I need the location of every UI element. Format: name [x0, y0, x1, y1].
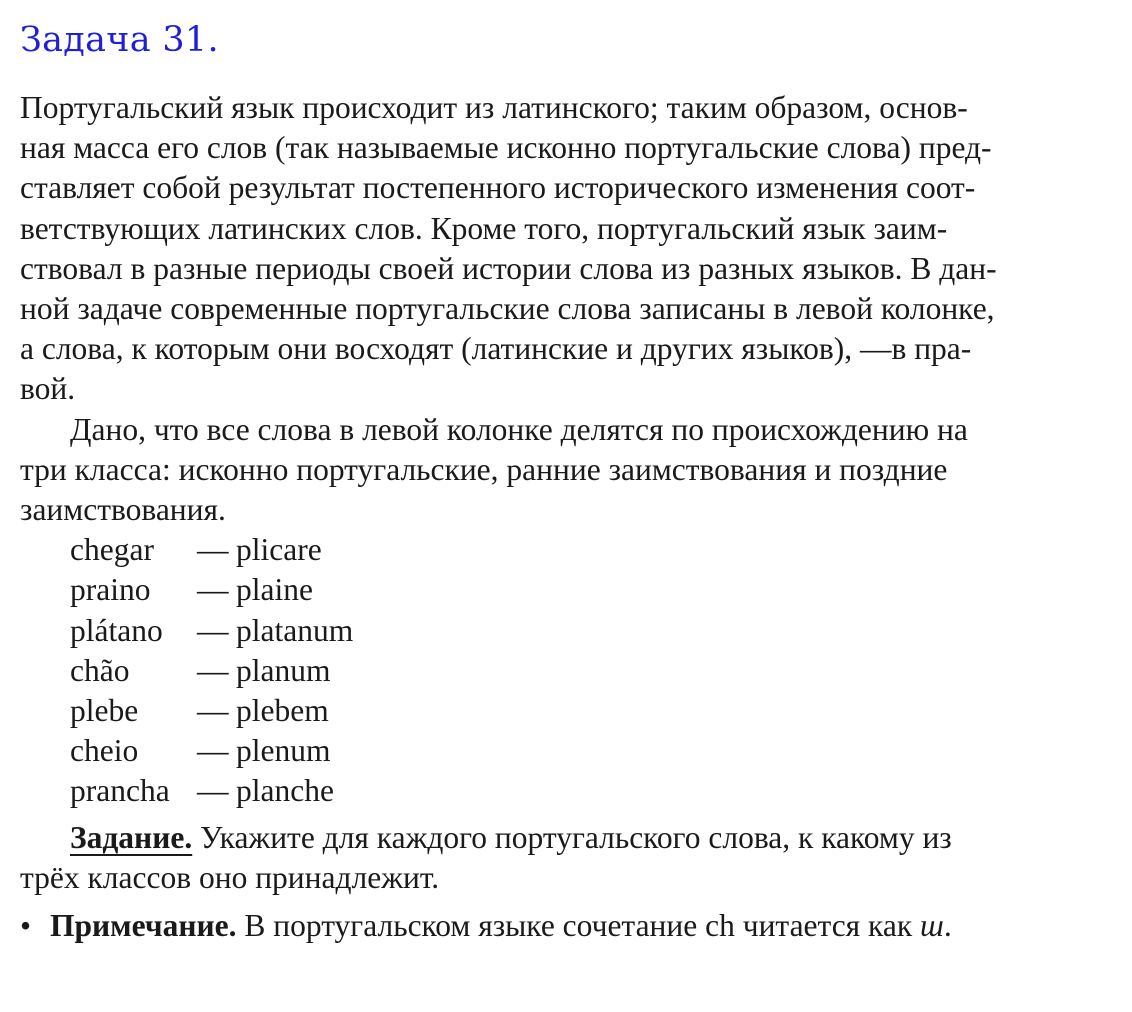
- task-text: Укажите для каждого португальского слова, к какому из: [192, 819, 952, 855]
- portuguese-word: prancha: [70, 773, 170, 809]
- given-paragraph: [20, 410, 1114, 531]
- pair-dash: —: [197, 532, 229, 568]
- intro-paragraph: [20, 88, 1114, 410]
- intro-line: Португальский язык происходит из латинского; таким образом, основ-: [20, 90, 968, 125]
- source-word: plicare: [236, 532, 322, 568]
- problem-page: [20, 14, 1114, 946]
- pair-dash: —: [197, 733, 229, 769]
- portuguese-word: chão: [70, 652, 130, 688]
- given-line: три класса: исконно португальские, ранние заимствования и поздние: [20, 451, 948, 487]
- given-line: заимствования.: [20, 492, 226, 528]
- task-paragraph: [20, 818, 1114, 898]
- portuguese-word: chegar: [70, 532, 154, 568]
- note-label: Примечание.: [50, 908, 237, 944]
- source-word: plaine: [236, 572, 313, 608]
- word-pair: [70, 611, 1114, 651]
- portuguese-word: plátano: [70, 612, 163, 648]
- note-end: .: [943, 908, 952, 944]
- pair-dash: —: [197, 572, 229, 608]
- word-pairs-list: [70, 530, 1114, 811]
- pair-dash: —: [197, 612, 229, 648]
- word-pair: [70, 651, 1114, 691]
- intro-line: ставляет собой результат постепенного исторического изменения соот-: [20, 170, 976, 206]
- source-word: planum: [236, 652, 331, 688]
- note-italic-letter: ш: [920, 908, 944, 944]
- intro-line: ствовал в разные периоды своей истории слова из разных языков. В дан-: [20, 250, 997, 286]
- intro-line: ветствующих латинских слов. Кроме того, португальский язык заим-: [20, 210, 948, 246]
- pair-dash: —: [197, 652, 229, 688]
- pair-dash: —: [197, 773, 229, 809]
- portuguese-word: plebe: [70, 693, 139, 729]
- note-text: В португальском языке сочетание ch читается как: [236, 908, 921, 944]
- problem-title: Задача 31.: [20, 20, 219, 60]
- intro-line: ной задаче современные португальские слова записаны в левой колонке,: [20, 291, 995, 327]
- task-label: Задание.: [70, 819, 193, 855]
- intro-line: ная масса его слов (так называемые исконно португальские слова) пред-: [20, 130, 992, 166]
- word-pair: [70, 771, 1114, 811]
- portuguese-word: cheio: [70, 733, 139, 769]
- word-pair: [70, 570, 1114, 610]
- word-pair: [70, 530, 1114, 570]
- bullet-icon: •: [20, 908, 32, 944]
- source-word: planche: [236, 773, 334, 809]
- intro-line: а слова, к которым они восходят (латинские и других языков), —в пра-: [20, 331, 972, 367]
- intro-line: вой.: [20, 371, 76, 407]
- portuguese-word: praino: [70, 572, 151, 608]
- pair-dash: —: [197, 693, 229, 729]
- word-pair: [70, 731, 1114, 771]
- word-pair: [70, 691, 1114, 731]
- note-paragraph: [20, 906, 1114, 946]
- given-line: Дано, что все слова в левой колонке делятся по происхождению на: [70, 411, 968, 447]
- source-word: plenum: [236, 733, 331, 769]
- source-word: plebem: [236, 693, 329, 729]
- source-word: platanum: [236, 612, 354, 648]
- task-text: трёх классов оно принадлежит.: [20, 859, 440, 895]
